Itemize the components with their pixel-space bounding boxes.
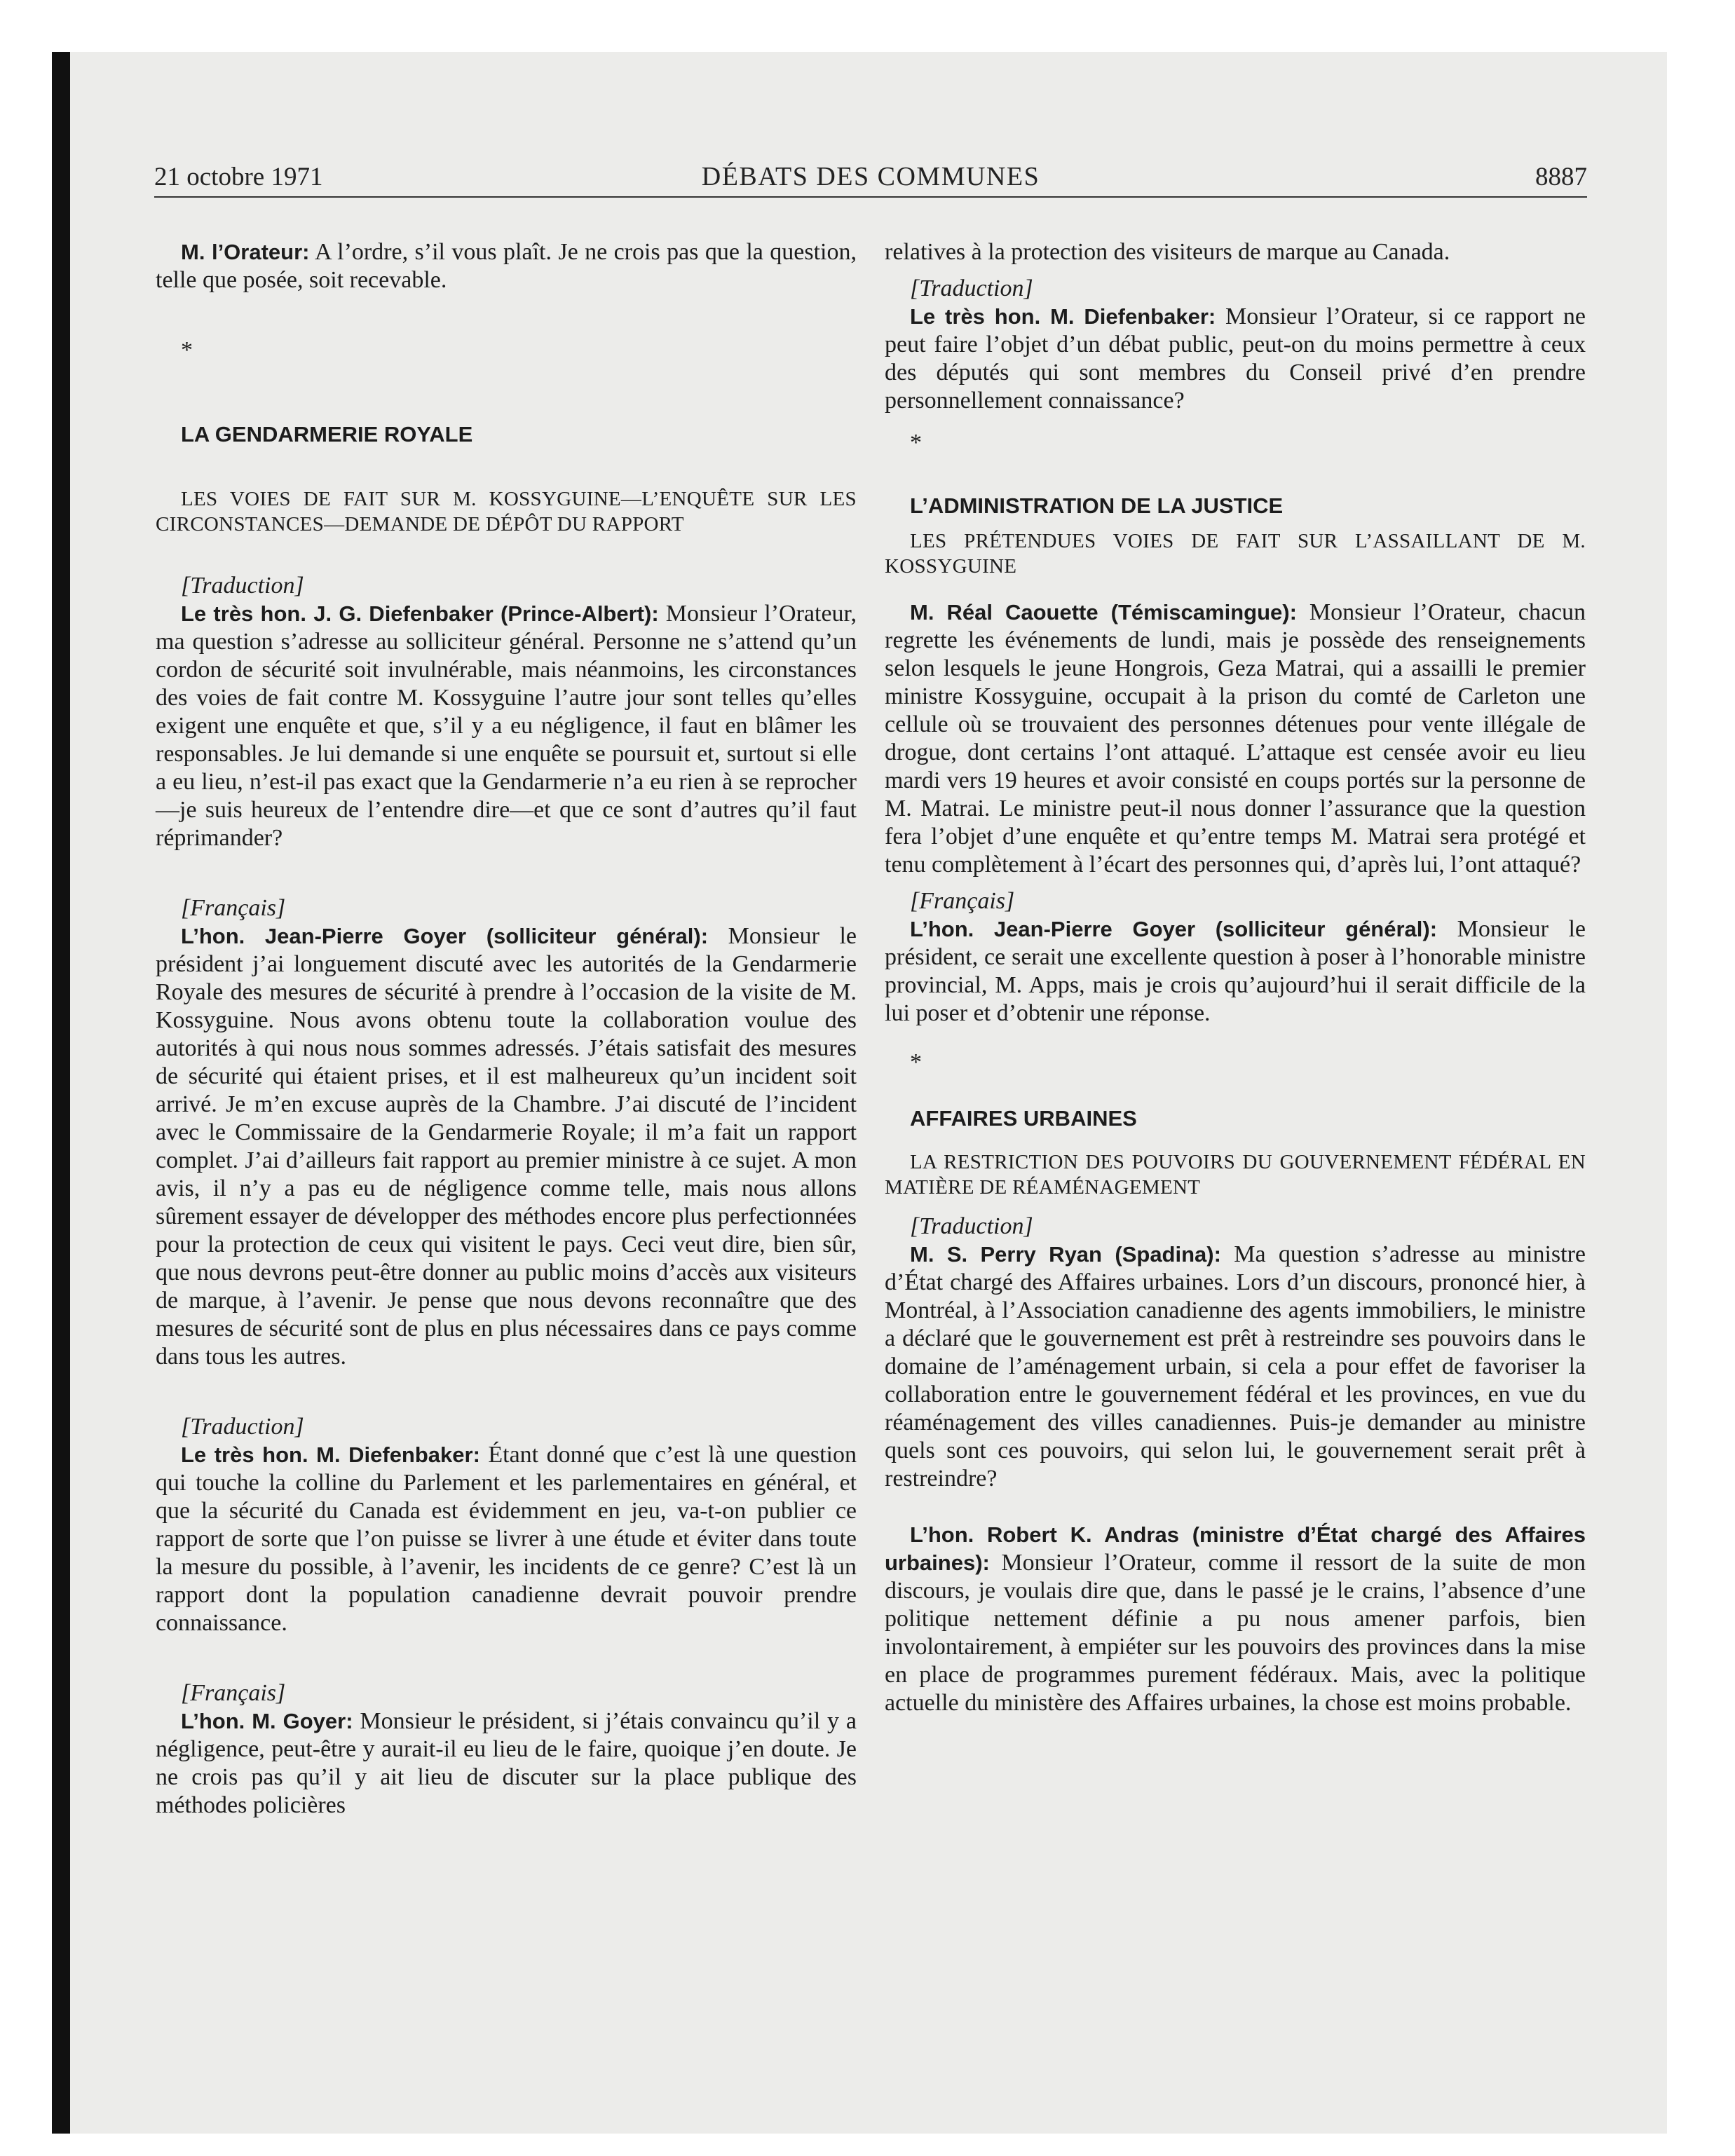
header-page-number: 8887 <box>1535 163 1587 191</box>
paragraph <box>885 1241 1586 1493</box>
speaker-name: M. S. Perry Ryan (Spadina): <box>910 1242 1221 1267</box>
speaker-name: Le très hon. M. Diefenbaker: <box>181 1442 480 1467</box>
section-subheading: LES VOIES DE FAIT SUR M. KOSSYGUINE—L’ENQUÊTE SUR LES CIRCONSTANCES—DEMANDE DE DÉPÔT DU RAPPORT <box>156 488 857 535</box>
speaker-name: M. Réal Caouette (Témiscamingue): <box>910 600 1297 625</box>
paragraph <box>156 1441 857 1637</box>
section-heading: L’ADMINISTRATION DE LA JUSTICE <box>910 493 1284 518</box>
paragraph <box>156 238 857 294</box>
header-date: 21 octobre 1971 <box>154 163 323 191</box>
running-header <box>154 154 1587 198</box>
section-heading: LA GENDARMERIE ROYALE <box>181 422 473 446</box>
speech-text: Monsieur l’Orateur, si ce rapport ne peut faire l’objet d’un débat public, peut-on du moins permettre à ceux des députés qui sont membres du Conseil privé d’en prendre personnellement connaissance? <box>885 303 1586 414</box>
language-note: [Français] <box>181 1680 286 1706</box>
paragraph <box>885 599 1586 879</box>
section-subheading: LES PRÉTENDUES VOIES DE FAIT SUR L’ASSAILLANT DE M. KOSSYGUINE <box>885 530 1586 578</box>
language-note: [Traduction] <box>181 1414 304 1440</box>
speech-text: Monsieur l’Orateur, chacun regrette les événements de lundi, mais je possède des renseignements selon lesquels le jeune Hongrois, Geza Matrai, qui a assailli le premier ministre Kossyguine, occupait à la prison du comté de Carleton une cellule où se trouvaient des personnes détenues pour vente illégale de drogue, dont certains l’ont attaqué. L’attaque est censée avoir eu lieu mardi vers 19 heures et avoir consisté en coups portés sur la personne de M. Matrai. Le ministre peut-il nous donner l’assurance que la question fera l’objet d’une enquête et qu’entre temps M. Matrai sera protégé et tenu complètement à l’écart des personnes qui, d’après lui, l’ont attaqué? <box>885 599 1586 878</box>
speech-text: A l’ordre, s’il vous plaît. Je ne crois pas que la question, telle que posée, soit recevable. <box>156 239 857 293</box>
paragraph <box>156 600 857 852</box>
section-separator: * <box>910 430 922 456</box>
speaker-name: L’hon. Jean-Pierre Goyer (solliciteur général): <box>910 917 1438 941</box>
language-note: [Français] <box>181 895 286 921</box>
right-column <box>885 238 1586 1717</box>
paragraph <box>885 1521 1586 1717</box>
left-column <box>156 238 857 1820</box>
speech-text: Monsieur le président, ce serait une excellente question à poser à l’honorable ministre provincial, M. Apps, mais je crois qu’aujourd’hui il serait difficile de la lui poser et d’obtenir une réponse. <box>885 916 1586 1026</box>
speech-text: Monsieur l’Orateur, comme il ressort de la suite de mon discours, je voulais dire que, dans le passé je le crains, l’absence d’une politique nettement définie a pu nous amener parfois, bien involontairement, à empiéter sur les pouvoirs des provinces dans la mise en place de programmes purement fédéraux. Mais, avec la politique actuelle du ministère des Affaires urbaines, la chose est moins probable. <box>885 1550 1586 1716</box>
speaker-name: L’hon. M. Goyer: <box>181 1709 353 1733</box>
speaker-name: L’hon. Jean-Pierre Goyer (solliciteur général): <box>181 924 709 948</box>
scan-edge-bar <box>52 52 70 2134</box>
paragraph <box>156 922 857 1371</box>
language-note: [Français] <box>910 888 1015 914</box>
header-title: DÉBATS DES COMMUNES <box>701 162 1040 191</box>
section-separator: * <box>181 337 193 363</box>
speaker-name: Le très hon. M. Diefenbaker: <box>910 304 1216 329</box>
section-heading: AFFAIRES URBAINES <box>910 1106 1137 1131</box>
speech-text: Monsieur le président, si j’étais convaincu qu’il y a négligence, peut-être y aurait-il eu lieu de le faire, quoique j’en doute. Je ne crois pas qu’il y ait lieu de discuter sur la place publique des méthodes policières <box>156 1708 857 1818</box>
paragraph <box>156 1707 857 1820</box>
paragraph <box>885 915 1586 1028</box>
language-note: [Traduction] <box>910 1213 1033 1239</box>
speaker-name: L’hon. Robert K. Andras (ministre d’État chargé des Affaires urbaines): <box>885 1522 1586 1575</box>
paragraph <box>885 303 1586 415</box>
language-note: [Traduction] <box>181 573 304 599</box>
speech-text: Ma question s’adresse au ministre d’État chargé des Affaires urbaines. Lors d’un discours, prononcé hier, à Montréal, à l’Association canadienne des agents immobiliers, le ministre a déclaré que le gouvernement est prêt à restreindre ses pouvoirs dans le domaine de l’aménagement urbain, si cela a pour effet de favoriser la collaboration entre le gouvernement fédéral et les provinces, en vue du réaménagement des villes canadiennes. Puis-je demander au ministre quels sont ces pouvoirs, qui selon lui, le gouvernement serait prêt à restreindre? <box>885 1241 1586 1492</box>
speech-text: Monsieur le président j’ai longuement discuté avec les autorités de la Gendarmerie Royale des mesures de sécurité à prendre à l’occasion de la visite de M. Kossyguine. Nous avons obtenu toute la collaboration voulue des autorités à qui nous nous sommes adressés. J’étais satisfait des mesures de sécurité qui étaient prises, et il est malheureux qu’un incident soit arrivé. Je m’en excuse auprès de la Chambre. J’ai discuté de l’incident avec le Commissaire de la Gendarmerie Royale; il m’a fait un rapport complet. J’ai d’ailleurs fait rapport au premier ministre à ce sujet. A mon avis, il n’y a pas eu de négligence comme telle, mais nous allons sûrement essayer de développer des méthodes encore plus perfectionnées pour la protection de ceux qui visitent le pays. Ceci veut dire, bien sûr, que nous devrons peut-être donner au public moins d’accès aux visiteurs de marque, à l’avenir. Je pense que nous devons reconnaître que des mesures de sécurité sont de plus en plus nécessaires dans ce pays comme dans tous les autres. <box>156 923 857 1370</box>
speech-text: Monsieur l’Orateur, ma question s’adresse au solliciteur général. Personne ne s’attend qu’un cordon de sécurité soit invulnérable, mais néanmoins, les circonstances des voies de fait contre M. Kossyguine l’autre jour sont telles qu’elles exigent une enquête et que, s’il y a eu négligence, il faut en blâmer les responsables. Je lui demande si une enquête se poursuit et, surtout si elle a eu lieu, n’est-il pas exact que la Gendarmerie n’a eu rien à se reprocher—je suis heureux de l’entendre dire—et que ce sont d’autres qu’il faut réprimander? <box>156 601 857 851</box>
section-subheading: LA RESTRICTION DES POUVOIRS DU GOUVERNEMENT FÉDÉRAL EN MATIÈRE DE RÉAMÉNAGEMENT <box>885 1151 1586 1199</box>
speaker-name: Le très hon. J. G. Diefenbaker (Prince-Albert): <box>181 601 659 626</box>
section-separator: * <box>910 1049 922 1075</box>
paragraph-continuation: relatives à la protection des visiteurs de marque au Canada. <box>885 239 1450 265</box>
language-note: [Traduction] <box>910 275 1033 301</box>
speaker-name: M. l’Orateur: <box>181 240 310 264</box>
speech-text: Étant donné que c’est là une question qui touche la colline du Parlement et les parlementaires en général, et que la sécurité du Canada est évidemment en jeu, va-t-on publier ce rapport de sorte que l’on puisse se livrer à une étude et éviter dans toute la mesure du possible, à l’avenir, les incidents de ce genre? C’est là un rapport dont la population canadienne devrait pouvoir prendre connaissance. <box>156 1442 857 1636</box>
